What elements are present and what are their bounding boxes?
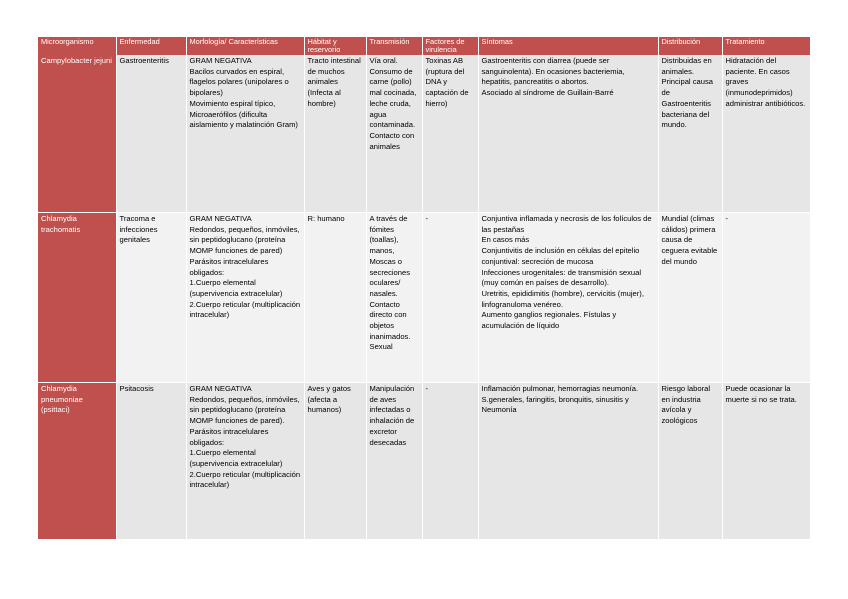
microorganisms-table (38, 37, 811, 540)
cell-virulence: Toxinas AB (ruptura del DNA y captación de hierro) (422, 55, 478, 213)
cell-transmission: Vía oral. Consumo de carne (pollo) mal cocinada, leche cruda, agua contaminada. Contacto con animales (366, 55, 422, 213)
morphology-line: 1.Cuerpo elemental (supervivencia extracelular) 2.Cuerpo reticular (multiplicación intracelular) (189, 448, 301, 490)
header-morphology: Morfología/ Características (186, 37, 304, 55)
symptoms-line: Aumento ganglios regionales. Fístulas y acumulación de líquido (481, 310, 617, 331)
cell-treatment: Hidratación del paciente. En casos graves (inmunodeprimidos) administrar antibióticos. (722, 55, 810, 213)
morphology-line: 2.Cuerpo reticular (multiplicación intracelular) (189, 299, 301, 320)
morphology-line: 1.Cuerpo elemental (supervivencia extracelular) (189, 278, 283, 298)
cell-symptoms (478, 213, 658, 383)
cell-habitat: Aves y gatos (afecta a humanos) (304, 383, 366, 540)
symptoms-line: En casos más (481, 235, 530, 245)
cell-treatment: Puede ocasionar la muerte si no se trata. (722, 383, 810, 540)
symptoms-line: Uretritis, epididimitis (hombre), cervicitis (mujer), linfogranuloma venéreo. (481, 288, 644, 309)
table-row (38, 383, 810, 540)
symptoms-line: Gastroenteritis con diarrea (puede ser sanguinolenta). En ocasiones bacteriemia, hepatitis, pancreatitis o abortos. (481, 56, 625, 87)
cell-habitat: Tracto intestinal de muchos animales (Infecta al hombre) (304, 55, 366, 213)
cell-symptoms (478, 55, 658, 213)
symptoms-line: Inflamación pulmonar, hemorragias neumonía. (481, 384, 639, 393)
cell-morphology (186, 213, 304, 383)
symptoms-line: Conjuntivitis de inclusión en células del epitelio conjuntival: secreción de mucosa (481, 246, 640, 266)
cell-virulence: - (422, 383, 478, 540)
cell-symptoms (478, 383, 658, 540)
header-symptoms: Síntomas (478, 37, 658, 55)
cell-disease: Tracoma e infecciones genitales (116, 213, 186, 383)
header-habitat: Hábitat y reservorio (304, 37, 366, 55)
symptoms-line: Conjuntiva inflamada y necrosis de los folículos de las pestañas (481, 214, 652, 234)
table-row (38, 213, 810, 383)
cell-distribution: Mundial (climas cálidos) primera causa de ceguera evitable del mundo (658, 213, 722, 383)
header-disease: Enfermedad (116, 37, 186, 55)
cell-organism: Chlamydia trachomatis (38, 213, 116, 383)
cell-distribution: Riesgo laboral en industria avícola y zoológicos (658, 383, 722, 540)
morphology-line: Redondos, pequeños, inmóviles, sin peptidoglucano (proteína MOMP funciones de pared). Parásitos intracelulares obligados: (189, 394, 300, 447)
symptoms-line: Infecciones urogenitales: de transmisión sexual (muy común en países de desarrollo). (481, 267, 642, 288)
header-treatment: Tratamiento (722, 37, 810, 55)
morphology-line: Movimiento espiral típico, Microaerófilos (dificulta aislamiento y malatinción Gram) (189, 98, 298, 130)
cell-disease: Psitacosis (116, 383, 186, 540)
cell-organism: Chlamydia pneumoniae (psittaci) (38, 383, 116, 540)
header-microorganism: Microorganismo (38, 37, 116, 55)
morphology-line: Redondos, pequeños, inmóviles, sin peptidoglucano (proteína MOMP funciones de pared) (189, 224, 300, 256)
cell-organism: Campylobacter jejuni (38, 55, 116, 213)
header-distribution: Distribución (658, 37, 722, 55)
morphology-line: Bacilos curvados en espiral, flagelos polares (unipolares o bipolares) (189, 66, 289, 98)
table-row (38, 55, 810, 213)
cell-transmission: A través de fómites (toallas), manos, Moscas o secreciones oculares/ nasales. Contacto directo con objetos inanimados. Sexual (366, 213, 422, 383)
cell-virulence: - (422, 213, 478, 383)
morphology-line: GRAM NEGATIVA (189, 56, 252, 65)
header-row (38, 37, 810, 55)
symptoms-line: S.generales, faringitis, bronquitis, sinusitis y Neumonía (481, 394, 629, 415)
cell-transmission: Manipulación de aves infectadas o inhalación de excretor desecadas (366, 383, 422, 540)
cell-disease: Gastroenteritis (116, 55, 186, 213)
symptoms-line: Asociado al síndrome de Guillain-Barré (481, 88, 614, 98)
cell-morphology (186, 55, 304, 213)
header-virulence: Factores de virulencia (422, 37, 478, 55)
cell-morphology (186, 383, 304, 540)
morphology-line: GRAM NEGATIVA (189, 384, 252, 393)
cell-treatment: - (722, 213, 810, 383)
morphology-line: GRAM NEGATIVA (189, 214, 252, 223)
cell-habitat: R: humano (304, 213, 366, 383)
cell-distribution: Distribuidas en animales. Principal causa de Gastroenteritis bacteriana del mundo. (658, 55, 722, 213)
header-transmission: Transmisión (366, 37, 422, 55)
morphology-line: Parásitos intracelulares obligados: (189, 256, 269, 277)
